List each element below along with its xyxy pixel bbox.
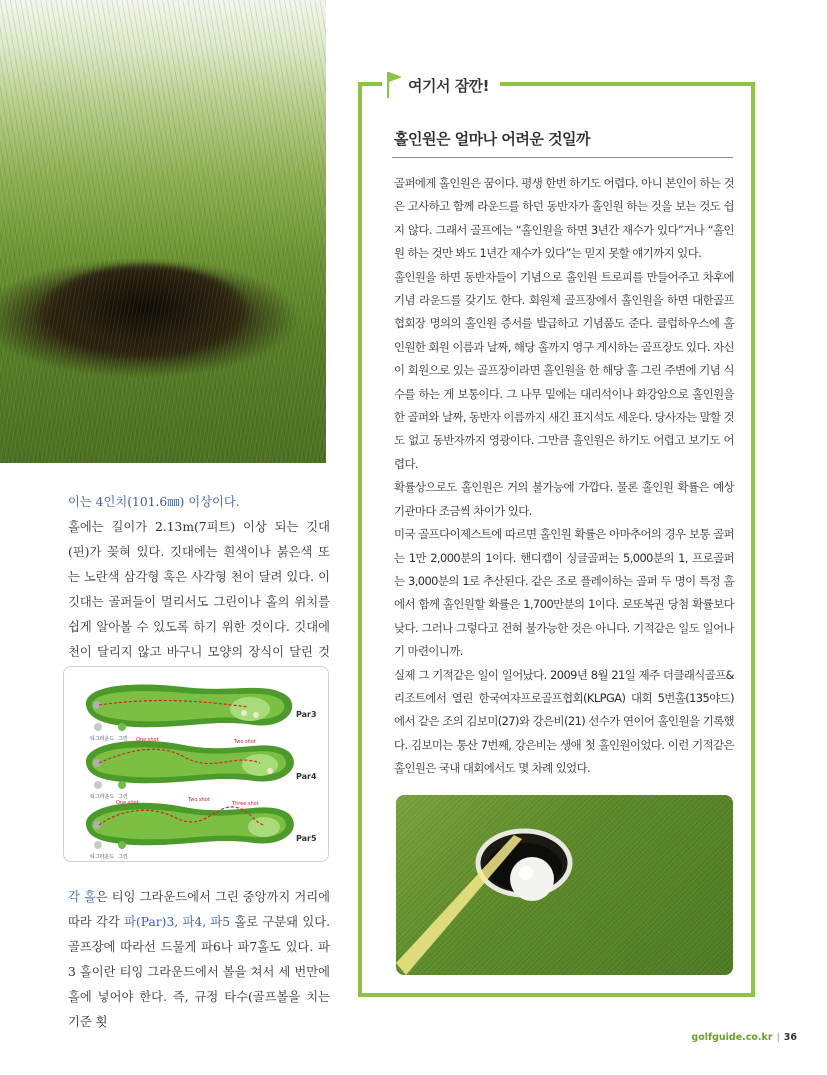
caption-highlight: 이는 4인치(101.6㎜) 이상이다. [68,495,240,509]
article-paragraph: 확률상으로도 홀인원은 거의 불가능에 가깝다. 물론 홀인원 확률은 예상기관마다 조금씩 차이가 있다. [394,480,734,518]
par5-shot-label-2: Two shot [188,797,210,803]
par-highlight: 파(Par)3, 파4, 파5 [124,915,231,929]
feature-label: 여기서 잠깐! [408,77,490,95]
article-paragraph: 골퍼에게 홀인원은 꿈이다. 평생 한번 하기도 어렵다. 아니 본인이 하는 것은 고사하고 함께 라운드를 하던 동반자가 홀인원 하는 것을 보는 것도 쉽지 않다. 그래서 골프에는 “홀인원을 하면 3년간 재수가 있다”거나 “홀인원 하는 것만 봐도 1년간 재수가 있다”는 믿지 못할 얘기까지 있다. [394,176,734,261]
par4-label: Par4 [296,772,317,781]
par4-legend-tee: 티그라운드 [90,794,115,800]
par4-shot-label-1: One shot [136,737,159,743]
article-paragraph: 미국 골프다이제스트에 따르면 홀인원 확률은 아마추어의 경우 보통 골퍼는 1만 2,000분의 1이다. 핸디캡이 싱글골퍼는 5,000분의 1, 프로골퍼는 3,000분의 1로 추산된다. 같은 조로 플레이하는 골퍼 두 명이 특정 홀에서 함께 홀인원할 확률은 1,700만분의 1이다. 로또복권 당첨 확률보다 낮다. 그러나 그렇다고 전혀 불가능한 것은 아니다. 기적같은 일도 일어나기 마련이니까. [394,527,734,659]
page-number: 36 [783,1032,797,1043]
par5-shot-label-1: One shot [116,800,139,806]
flag-icon [384,70,404,100]
article-body [394,172,734,781]
golf-hole-photo [0,0,326,463]
course-diagram-svg [64,667,329,862]
left-column-text [68,490,330,690]
par4-green [242,754,278,776]
course-diagram [63,666,329,862]
par3-legend-tee: 티그라운드 [90,736,115,742]
legend-tee-icon [94,723,102,731]
par5-label: Par5 [296,834,317,843]
article-title: 홀인원은 얼마나 어려운 것일까 [394,130,591,148]
par-text-1: 은 티잉 그라운드에서 그린 중앙까지 거리에 따라 각각 [68,890,330,929]
bunker-icon [241,710,247,716]
footer-site[interactable]: golfguide.co.kr [691,1032,773,1043]
par3-green [230,697,270,721]
flag-paragraph: 홀에는 길이가 2.13m(7피트) 이상 되는 깃대(핀)가 꽂혀 있다. 깃대에는 흰색이나 붉은색 또는 노란색 삼각형 혹은 사각형 천이 달려 있다. 이 깃대는 골퍼들이 멀리서도 그린이나 홀의 위치를 쉽게 알아볼 수 있도록 하기 위한 것이다. 깃대에 천이 달리지 않고 바구니 모양의 장식이 달린 것 [68,520,330,659]
par5-shot-label-3: Three shot [232,801,259,807]
title-divider [392,157,733,158]
bunker-icon [267,768,273,774]
page-footer [691,1032,797,1043]
legend-green-icon [118,723,126,731]
par-explanation-text [68,885,330,1035]
legend-tee-icon [94,841,102,849]
article-paragraph: 실제 그 기적같은 일이 일어났다. 2009년 8월 21일 제주 더클래식골프&리조트에서 열린 한국여자프로골프협회(KLPGA) 대회 5번홀(135야드)에서 같은 조의 김보미(27)와 강은비(21) 선수가 연이어 홀인원을 기록했다. 김보미는 통산 7번째, 강은비는 생애 첫 홀인원이었다. 이런 기적같은 홀인원은 국내 대회에서도 몇 차례 있었다. [394,667,734,776]
par5-green [248,817,280,837]
par5-legend-green: 그린 [118,854,128,860]
feature-header [382,66,500,100]
legend-tee-icon [94,781,102,789]
legend-green-icon [118,841,126,849]
par-text-2: 홀로 구분돼 있다. 골프장에 따라선 드물게 파6나 파7홀도 있다. 파3 홀이란 티잉 그라운드에서 볼을 쳐서 세 번만에 홀에 넣어야 한다. 즉, 규정 타수(골프볼을 치는 기준 횟 [68,915,330,1029]
hole-highlight: 각 홀 [68,890,96,904]
par3-legend-green: 그린 [118,736,128,742]
ball-in-cup-photo [396,795,733,975]
article-paragraph: 홀인원을 하면 동반자들이 기념으로 홀인원 트로피를 만들어주고 차후에 기념 라운드를 갖기도 한다. 회원제 골프장에서 홀인원을 하면 대한골프협회장 명의의 홀인원 증서를 발급하고 기념품도 준다. 클럽하우스에 홀인원한 회원 이름과 날짜, 해당 홀까지 영구 게시하는 골프장도 있다. 자신이 회원으로 있는 골프장이라면 홀인원을 한 해당 홀 그린 주변에 기념 식수를 하는 게 보통이다. 그 나무 밑에는 대리석이나 화강암으로 홀인원을 한 골퍼와 날짜, 동반자 이름까지 새긴 표지석도 세운다. 당사자는 말할 것도 없고 동반자까지 영광이다. 그만큼 홀인원은 하기도 어렵고 보기도 어렵다. [394,269,734,471]
bunker-icon [253,712,259,718]
legend-green-icon [118,781,126,789]
par5-legend-tee: 티그라운드 [90,854,115,860]
ball-in-cup-illustration [396,795,733,975]
par4-shot-label-2: Two shot [234,739,256,745]
par4-legend-green: 그린 [118,794,128,800]
footer-separator: | [776,1032,780,1043]
par3-label: Par3 [296,710,317,719]
